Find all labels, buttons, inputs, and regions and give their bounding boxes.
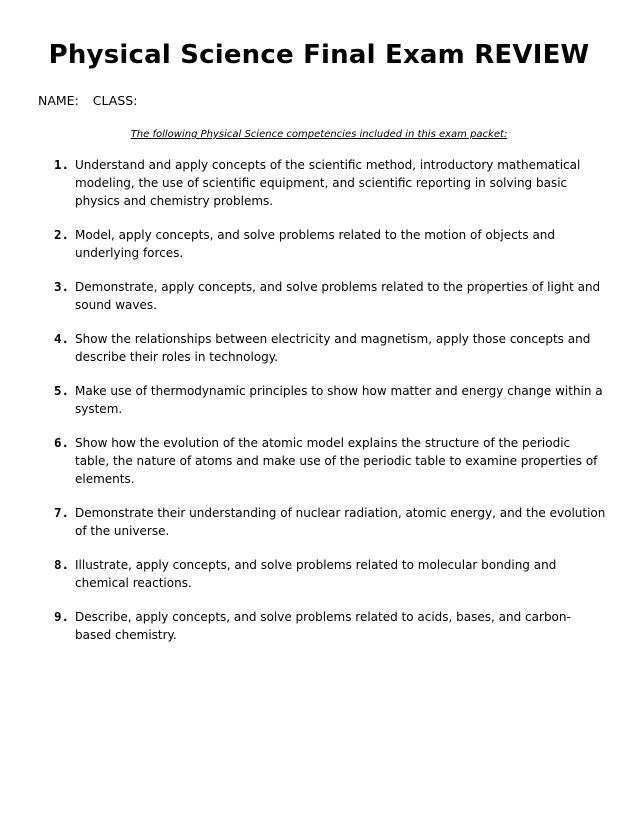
item-text: Illustrate, apply concepts, and solve problems related to molecular bonding and chemical reactions. [75,558,557,590]
list-item [54,330,606,366]
item-number: 7. [54,505,70,520]
page-title: Physical Science Final Exam REVIEW [48,40,590,70]
list-item [54,278,606,314]
class-label: CLASS: [92,93,138,108]
item-number: 5. [54,383,70,398]
competency-list [54,156,606,660]
item-text: Show how the evolution of the atomic model explains the structure of the periodic table, the nature of atoms and make use of the periodic table to examine properties of elements. [75,436,598,486]
item-number: 4. [54,331,70,346]
item-number: 3. [54,279,70,294]
list-item [54,504,606,540]
list-item [54,608,606,644]
list-item [54,556,606,592]
name-class-row [38,93,138,108]
item-text: Demonstrate their understanding of nuclear radiation, atomic energy, and the evolution of the universe. [75,506,606,538]
item-number: 1. [54,157,70,172]
item-number: 9. [54,609,70,624]
item-number: 6. [54,435,70,450]
item-text: Show the relationships between electricity and magnetism, apply those concepts and describe their roles in technology. [75,332,591,364]
item-text: Demonstrate, apply concepts, and solve problems related to the properties of light and sound waves. [75,280,601,312]
list-item [54,156,606,210]
list-item [54,382,606,418]
item-text: Describe, apply concepts, and solve problems related to acids, bases, and carbon-based chemistry. [75,610,571,642]
competencies-intro: The following Physical Science competencies included in this exam packet: [130,129,508,140]
name-label: NAME: [38,93,79,108]
item-text: Understand and apply concepts of the scientific method, introductory mathematical modeling, the use of scientific equipment, and scientific reporting in solving basic physics and chemistry problems. [75,158,581,208]
item-text: Make use of thermodynamic principles to show how matter and energy change within a system. [75,384,603,416]
list-item [54,226,606,262]
item-text: Model, apply concepts, and solve problems related to the motion of objects and underlying forces. [75,228,556,260]
item-number: 2. [54,227,70,242]
item-number: 8. [54,557,70,572]
list-item [54,434,606,488]
